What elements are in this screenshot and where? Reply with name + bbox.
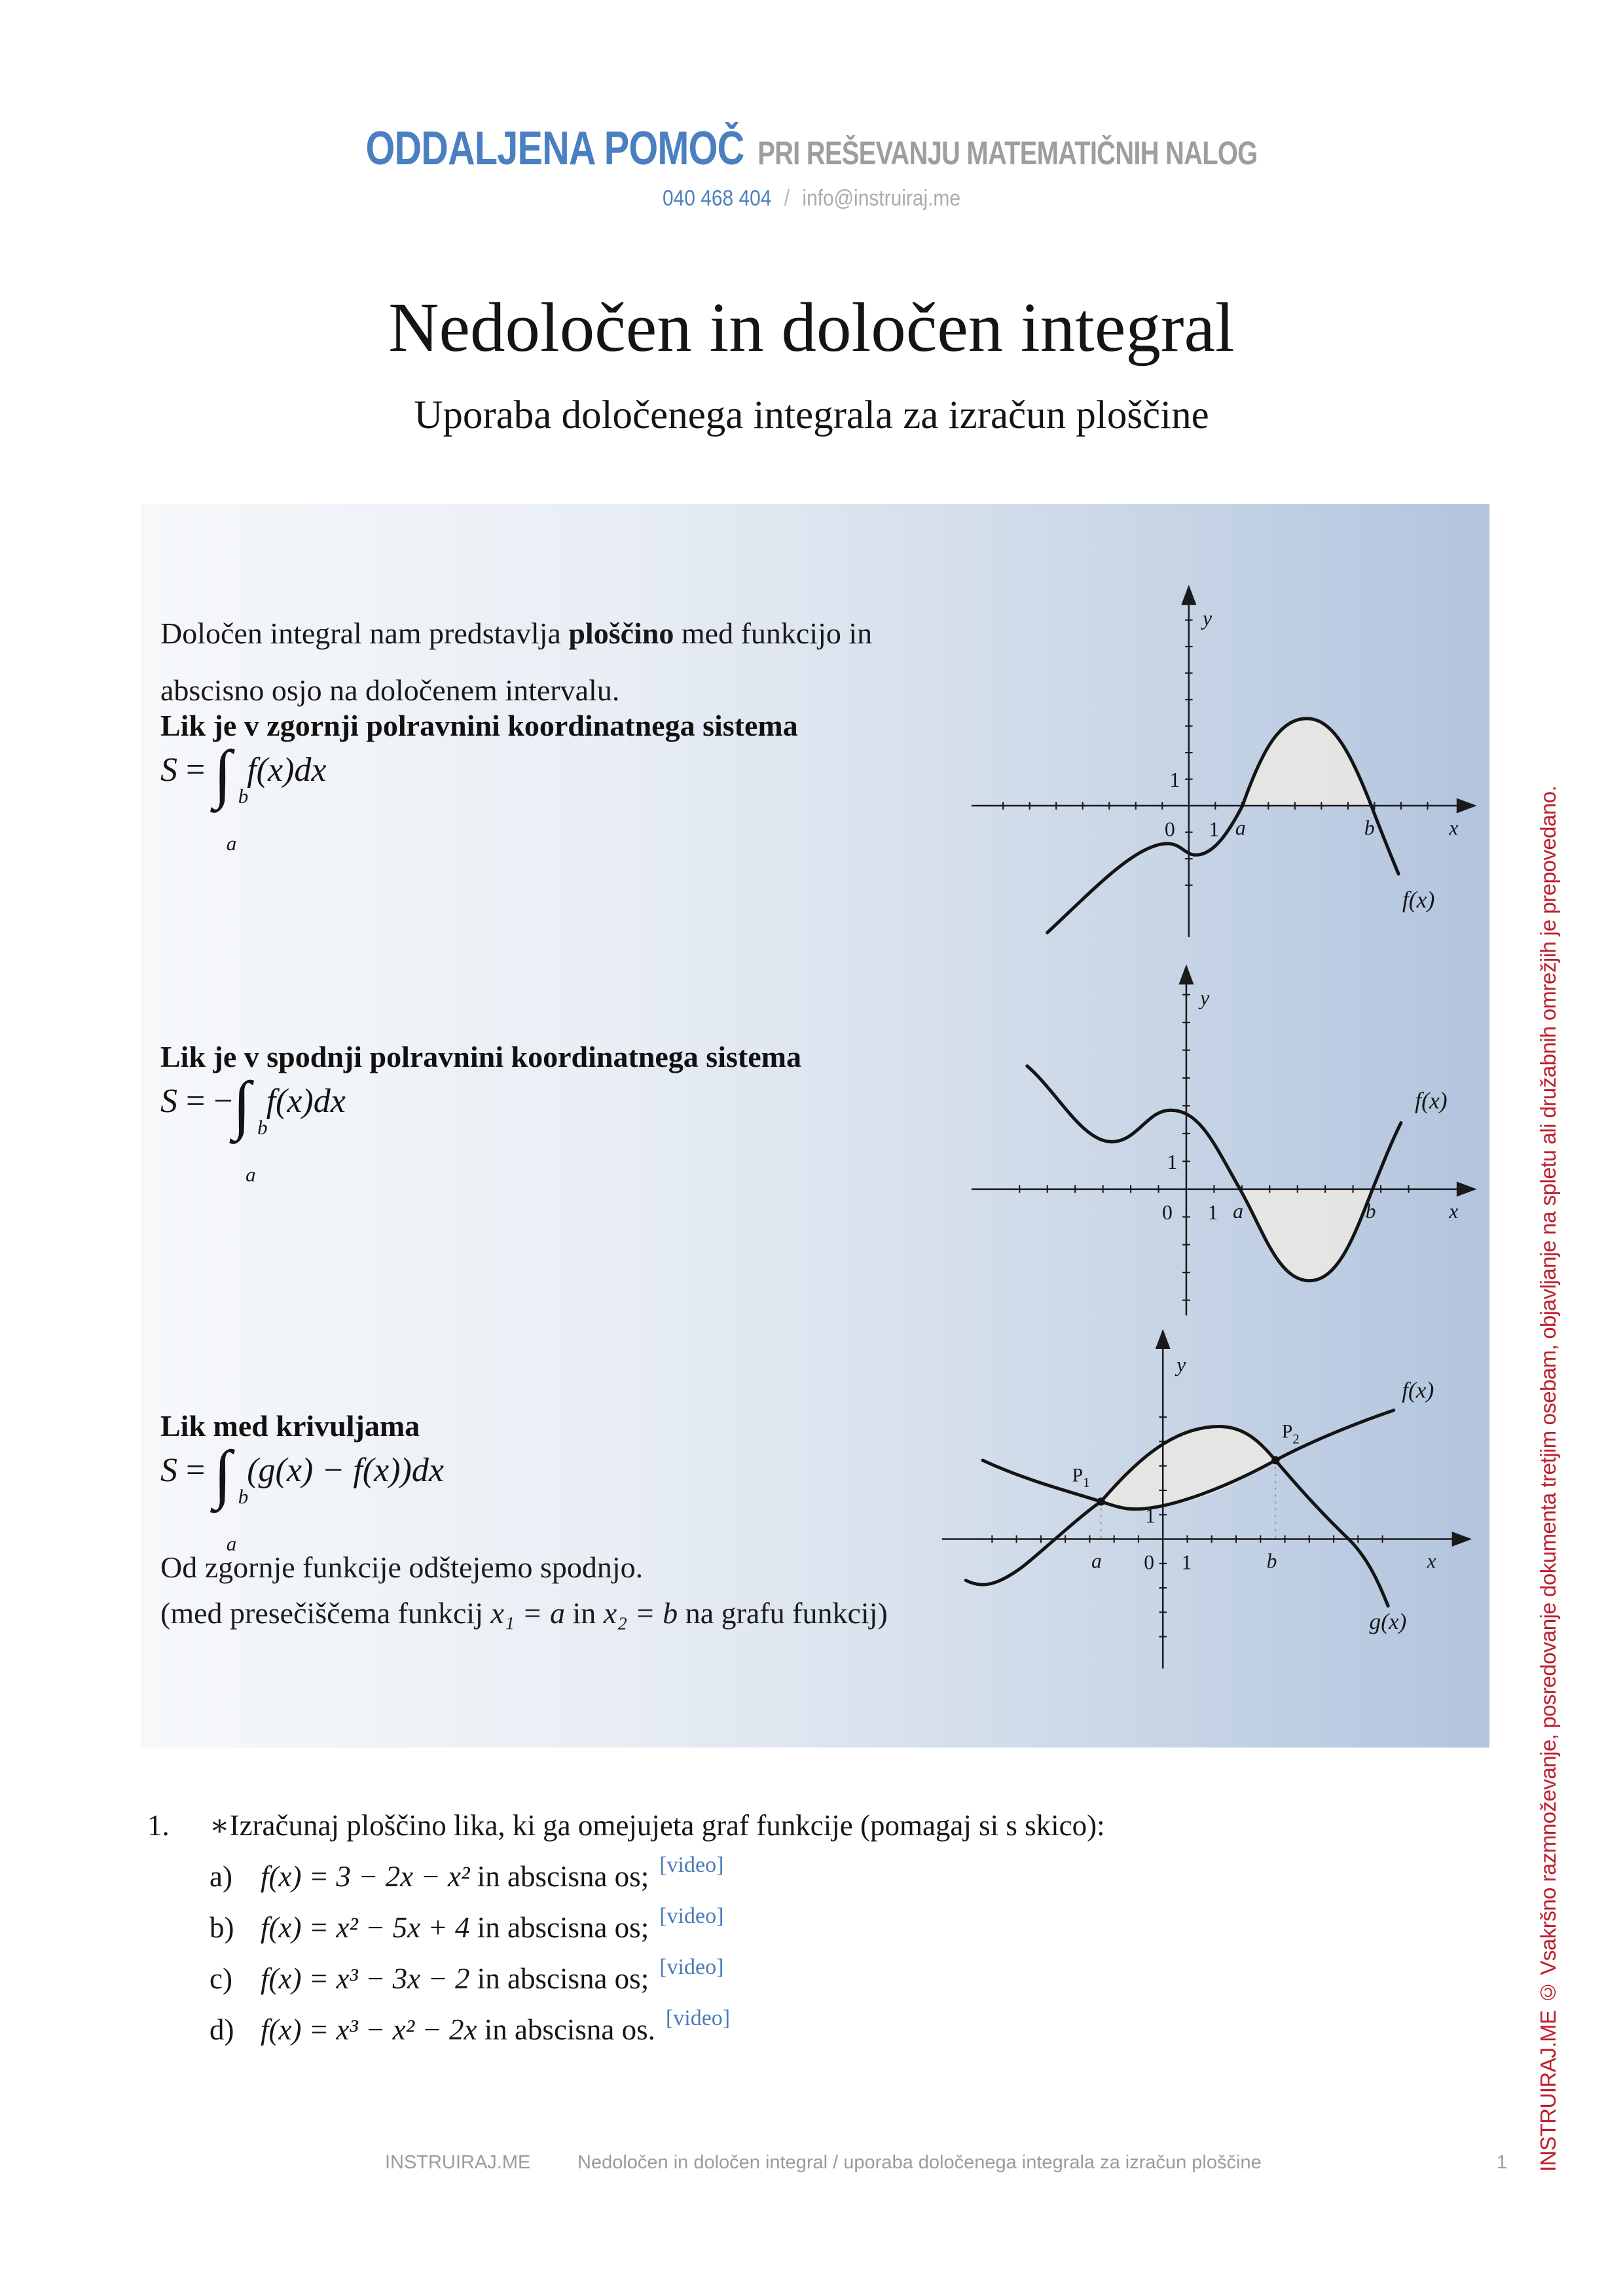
exercise-item-d [147, 2006, 1105, 2047]
item-text: in abscisna os. [477, 2013, 655, 2046]
exercise-block [147, 1808, 1105, 2047]
exercise-number: 1. [147, 1809, 170, 1842]
page-title: Nedoločen in določen integral [388, 289, 1235, 367]
x-tick-one: 1 [1209, 817, 1220, 841]
shaded-area-between-curves [1101, 1427, 1276, 1509]
function-curve-f [1048, 719, 1398, 933]
note-intersections-post: na grafu funkcij) [678, 1596, 888, 1630]
intersection-point-p2 [1271, 1456, 1279, 1464]
y-axis-arrow-icon [1156, 1329, 1171, 1349]
integral-sign: ∫ [213, 1437, 232, 1510]
copyright-warning-vertical: INSTRUIRAJ.ME © Vsakršno razmnoževanje, posredovanje dokumenta tretjim osebam, objavljanje na spletu ali družabnih omrežjih je prepovedano. [1536, 785, 1560, 2172]
formula-body: f(x)dx [266, 1083, 346, 1120]
x-axis-label: x [1449, 816, 1459, 840]
note-x2-equals-b: x₂ = b [603, 1596, 678, 1630]
bound-b-label: b [1364, 816, 1375, 840]
formula-lhs: S [160, 751, 177, 789]
heading-lower-halfplane: Lik je v spodnji polravnini koordinatnega sistema [160, 1040, 801, 1073]
brand-line [162, 122, 1461, 175]
curve-g-label: g(x) [1369, 1608, 1407, 1635]
origin-label: 0 [1164, 817, 1175, 841]
y-tick-one: 1 [1169, 768, 1180, 792]
formula-upper-halfplane [160, 737, 327, 855]
contact-separator: / [784, 186, 790, 211]
curve-f-label: f(x) [1415, 1087, 1448, 1114]
exercise-item-b [147, 1904, 1105, 1945]
graph-between-curves [926, 1302, 1489, 1678]
y-axis-arrow-icon [1181, 584, 1196, 605]
exercise-prompt: ∗Izračunaj ploščino lika, ki ga omejujeta graf funkcije (pomagaj si s skico): [210, 1809, 1105, 1842]
formula-equals: = [177, 751, 214, 789]
integral-bounds [226, 785, 249, 855]
item-label: c) [210, 1962, 232, 1995]
x-axis-arrow-icon [1452, 1532, 1472, 1547]
heading-upper-halfplane: Lik je v zgornji polravnini koordinatnega sistema [160, 709, 798, 742]
y-axis-label: y [1176, 1353, 1186, 1376]
note-intersections [160, 1596, 888, 1630]
note-x1-equals-a: x₁ = a [490, 1596, 565, 1630]
x-axis-label: x [1449, 1200, 1459, 1223]
integral-upper-bound: b [238, 1485, 249, 1508]
item-function: f(x) = x² − 5x + 4 [261, 1911, 470, 1944]
graph-lower-halfplane [953, 936, 1489, 1329]
page-header [0, 122, 1623, 211]
footer-document-title: Nedoločen in določen integral / uporaba določenega integrala za izračun ploščine [577, 2152, 1262, 2173]
item-text: in abscisna os; [469, 1860, 649, 1893]
video-link-d[interactable]: [video] [665, 2006, 731, 2030]
brand-name: ODDALJENA POMOČ [365, 122, 744, 175]
bound-a-label: a [1235, 816, 1246, 840]
formula-body: f(x)dx [247, 751, 327, 789]
item-text: in abscisna os; [469, 1962, 649, 1995]
y-tick-one: 1 [1144, 1504, 1156, 1528]
origin-label: 0 [1144, 1551, 1155, 1574]
formula-lower-halfplane [160, 1068, 346, 1187]
y-axis-label: y [1203, 607, 1213, 630]
item-function: f(x) = 3 − 2x − x² [261, 1860, 470, 1893]
x-tick-one: 1 [1181, 1551, 1192, 1574]
contact-line [98, 186, 1526, 211]
intro-paragraph [160, 605, 872, 719]
integral-lower-bound: a [226, 832, 237, 855]
x-axis-arrow-icon [1457, 798, 1477, 813]
y-axis-label: y [1200, 986, 1210, 1010]
point-p2-label: $P_2$ [1281, 1421, 1300, 1447]
integral-lower-bound: a [246, 1163, 256, 1186]
footer-brand: INSTRUIRAJ.ME [385, 2152, 531, 2173]
exercise-item-a [147, 1853, 1105, 1893]
video-link-c[interactable]: [video] [659, 1955, 724, 1979]
formula-between-curves [160, 1437, 444, 1556]
note-subtract-functions: Od zgornje funkcije odštejemo spodnjo. [160, 1551, 644, 1584]
item-label: a) [210, 1860, 232, 1893]
intersection-point-p1 [1097, 1498, 1104, 1505]
video-link-a[interactable]: [video] [659, 1853, 724, 1877]
integral-lower-bound: a [226, 1532, 237, 1555]
item-label: b) [210, 1911, 234, 1944]
formula-lhs: S [160, 1452, 177, 1489]
point-p1-label: $P_1$ [1072, 1465, 1090, 1491]
origin-label: 0 [1162, 1201, 1173, 1225]
integral-upper-bound: b [257, 1116, 268, 1139]
intro-text-line2: abscisno osjo na določenem intervalu. [160, 673, 620, 708]
heading-between-curves: Lik med krivuljama [160, 1409, 420, 1443]
item-label: d) [210, 2013, 234, 2046]
theory-box [141, 504, 1489, 1748]
footer-page-number: 1 [1497, 2152, 1508, 2173]
integral-upper-bound: b [238, 785, 249, 808]
x-axis-arrow-icon [1457, 1181, 1477, 1196]
integral-sign: ∫ [232, 1068, 251, 1141]
curve-f-label: f(x) [1402, 1376, 1434, 1403]
formula-lhs: S [160, 1083, 177, 1120]
bound-a-label: a [1091, 1549, 1102, 1573]
item-function: f(x) = x³ − x² − 2x [261, 2013, 477, 2046]
x-axis-label: x [1427, 1549, 1436, 1573]
exercise-header [147, 1808, 1105, 1842]
phone-number: 040 468 404 [663, 186, 772, 211]
note-intersections-pre: (med presečiščema funkcij [160, 1596, 491, 1630]
formula-equals: = [177, 1452, 214, 1489]
formula-sign: − [213, 1083, 233, 1120]
intro-text-post: med funkcijo in [674, 617, 873, 650]
integral-sign: ∫ [213, 737, 232, 810]
brand-tagline: PRI REŠEVANJU MATEMATIČNIH NALOG [757, 135, 1258, 171]
bound-b-label: b [1365, 1200, 1376, 1223]
x-tick-one: 1 [1207, 1201, 1218, 1225]
page-footer [0, 2152, 1623, 2185]
page-subtitle: Uporaba določenega integrala za izračun ploščine [414, 393, 1209, 437]
y-tick-one: 1 [1167, 1150, 1178, 1174]
item-text: in abscisna os; [469, 1911, 649, 1944]
video-link-b[interactable]: [video] [659, 1904, 724, 1928]
formula-equals: = [177, 1083, 214, 1120]
intro-text: Določen integral nam predstavlja [160, 617, 569, 650]
curve-f-label: f(x) [1402, 886, 1435, 913]
email-address: info@instruiraj.me [802, 186, 960, 211]
item-function: f(x) = x³ − 3x − 2 [261, 1962, 470, 1995]
note-intersections-mid: in [564, 1596, 604, 1630]
intro-bold-word: ploščino [568, 617, 674, 650]
formula-body: (g(x) − f(x))dx [247, 1452, 444, 1489]
integral-bounds [246, 1116, 268, 1187]
graph-upper-halfplane [953, 563, 1489, 942]
y-axis-arrow-icon [1178, 964, 1194, 984]
bound-a-label: a [1233, 1200, 1244, 1223]
bound-b-label: b [1266, 1549, 1277, 1573]
integral-bounds [226, 1485, 249, 1556]
exercise-item-c [147, 1955, 1105, 1996]
